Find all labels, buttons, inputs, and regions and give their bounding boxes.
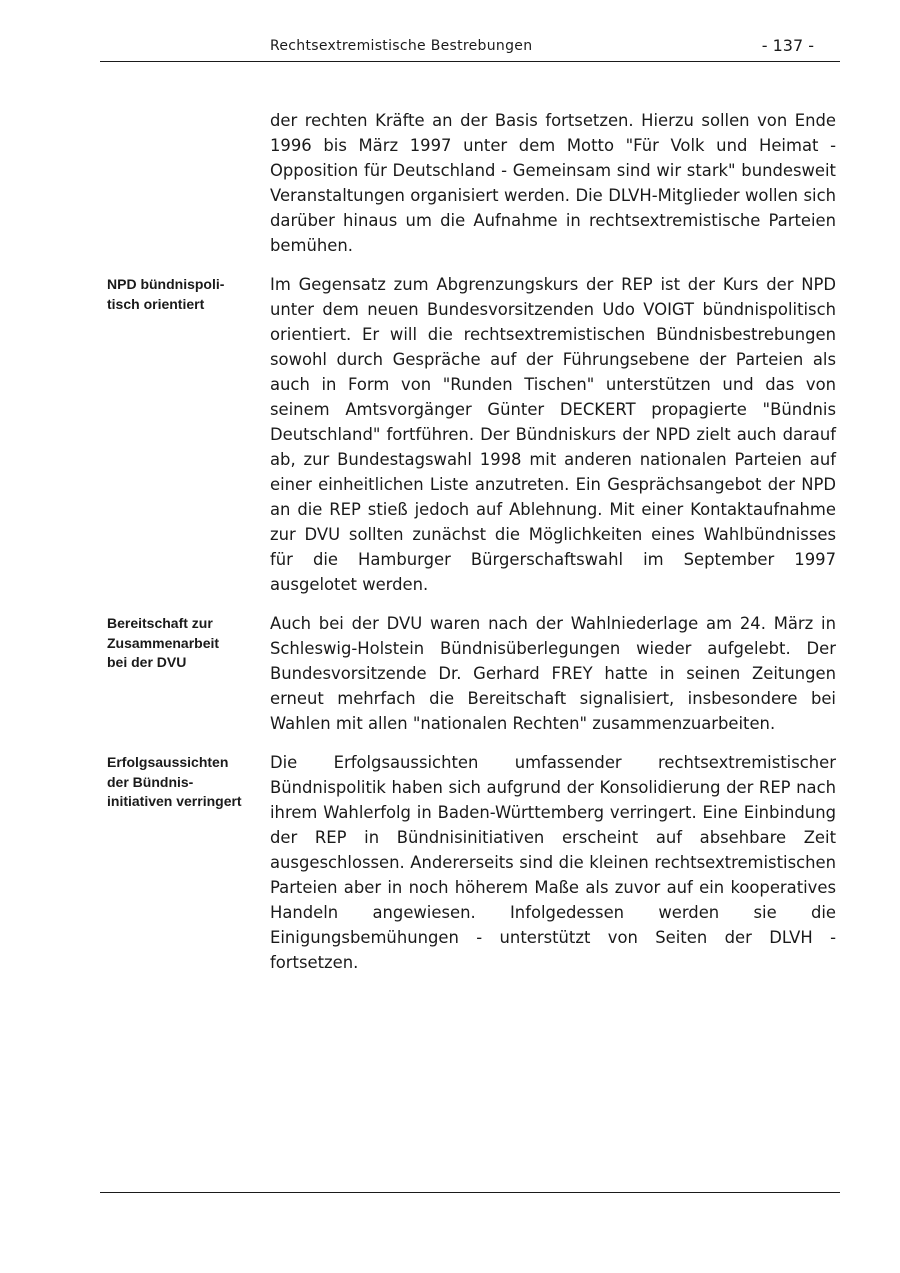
section-erfolgsaussichten	[107, 750, 840, 975]
body-paragraph: Die Erfolgsaussichten umfassender rechtsextremistischer Bündnispolitik haben sich aufgrund der Konsolidierung der REP nach ihrem Wahlerfolg in Baden-Württemberg verringert. Eine Einbindung der REP in Bündnisinitiativen erscheint auf absehbare Zeit ausgeschlossen. Andererseits sind die kleinen rechtsextremistischen Parteien aber in noch höherem Maße als zuvor auf ein kooperatives Handeln angewiesen. Infolgedessen werden sie die Einigungsbemühungen - unterstützt von Seiten der DLVH - fortsetzen.	[270, 753, 836, 972]
margin-note-erfolgsaussichten: Erfolgsaussichten der Bündnis- initiativen verringert	[107, 754, 242, 809]
section-dlvh-continuation	[107, 108, 840, 258]
page-body	[107, 108, 840, 989]
footer-rule	[100, 1192, 840, 1193]
margin-note-dvu: Bereitschaft zur Zusammenarbeit bei der DVU	[107, 615, 220, 670]
margin-note-npd: NPD bündnispoli- tisch orientiert	[107, 276, 225, 312]
page-number: - 137 -	[761, 36, 814, 55]
page-header	[100, 36, 840, 62]
body-paragraph: der rechten Kräfte an der Basis fortsetzen. Hierzu sollen von Ende 1996 bis März 1997 unter dem Motto "Für Volk und Heimat - Opposition für Deutschland - Gemeinsam sind wir stark" bundesweit Veranstaltungen organisiert werden. Die DLVH-Mitglieder wollen sich darüber hinaus um die Aufnahme in rechtsextremistische Parteien bemühen.	[270, 111, 836, 255]
margin-note	[107, 108, 270, 258]
section-dvu	[107, 611, 840, 736]
body-paragraph: Auch bei der DVU waren nach der Wahlniederlage am 24. März in Schleswig-Holstein Bündnisüberlegungen wieder aufgelebt. Der Bundesvorsitzende Dr. Gerhard FREY hatte in seinen Zeitungen erneut mehrfach die Bereitschaft signalisiert, insbesondere bei Wahlen mit allen "nationalen Rechten" zusammenzuarbeiten.	[270, 614, 836, 733]
body-paragraph: Im Gegensatz zum Abgrenzungskurs der REP ist der Kurs der NPD unter dem neuen Bundesvorsitzenden Udo VOIGT bündnispolitisch orientiert. Er will die rechtsextremistischen Bündnisbestrebungen sowohl durch Gespräche auf der Führungsebene der Parteien als auch in Form von "Runden Tischen" unterstützen und das von seinem Amtsvorgänger Günter DECKERT propagierte "Bündnis Deutschland" fortführen. Der Bündniskurs der NPD zielt auch darauf ab, zur Bundestagswahl 1998 mit anderen nationalen Parteien auf einer einheitlichen Liste anzutreten. Ein Gesprächsangebot der NPD an die REP stieß jedoch auf Ablehnung. Mit einer Kontaktaufnahme zur DVU sollten zunächst die Möglichkeiten eines Wahlbündnisses für die Hamburger Bürgerschaftswahl im September 1997 ausgelotet werden.	[270, 275, 836, 594]
section-npd	[107, 272, 840, 597]
running-title: Rechtsextremistische Bestrebungen	[270, 38, 533, 54]
